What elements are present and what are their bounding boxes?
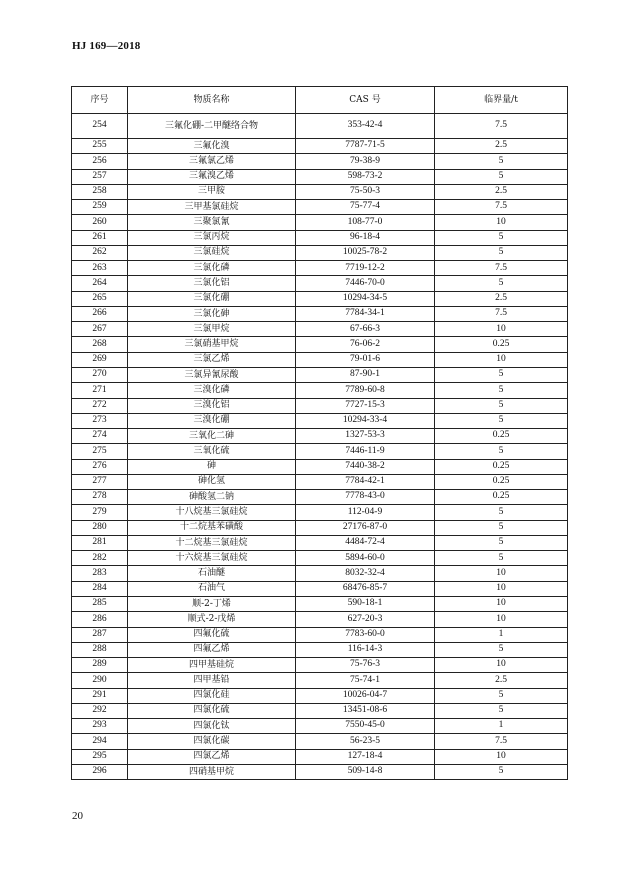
row-number: 287 [72,627,128,642]
substance-name: 三溴化磷 [128,383,296,398]
table-row [72,734,568,749]
table-row [72,352,568,367]
cas-number: 10294-33-4 [296,413,435,428]
threshold-quantity: 5 [435,505,568,520]
substance-name: 四氯化硅 [128,688,296,703]
substance-name: 四氟化硫 [128,627,296,642]
row-number: 276 [72,459,128,474]
row-number: 254 [72,114,128,139]
table-row [72,612,568,627]
table-row [72,139,568,154]
row-number: 268 [72,337,128,352]
row-number: 296 [72,764,128,779]
table-row [72,215,568,230]
substance-name: 三氧化硫 [128,444,296,459]
cas-number: 590-18-1 [296,596,435,611]
threshold-quantity: 7.5 [435,261,568,276]
substance-name: 三溴化硼 [128,413,296,428]
row-number: 285 [72,596,128,611]
threshold-quantity: 10 [435,352,568,367]
threshold-quantity: 5 [435,169,568,184]
table-row [72,154,568,169]
substance-name: 十六烷基三氯硅烷 [128,551,296,566]
table-row [72,337,568,352]
cas-number: 116-14-3 [296,642,435,657]
substance-name: 三甲基氯硅烷 [128,200,296,215]
threshold-quantity: 10 [435,215,568,230]
substance-name: 三氟化溴 [128,139,296,154]
substance-name: 三氟氯乙烯 [128,154,296,169]
substance-name: 四氯化硫 [128,703,296,718]
cas-number: 75-50-3 [296,184,435,199]
threshold-quantity: 7.5 [435,734,568,749]
row-number: 273 [72,413,128,428]
substance-name: 三氯化磷 [128,261,296,276]
substance-name: 四氯乙烯 [128,749,296,764]
threshold-quantity: 10 [435,566,568,581]
substance-name: 四氯化碳 [128,734,296,749]
threshold-quantity: 10 [435,596,568,611]
threshold-quantity: 10 [435,658,568,673]
table-row [72,658,568,673]
table-row [72,184,568,199]
cas-number: 75-74-1 [296,673,435,688]
column-header-substance-name: 物质名称 [128,87,296,114]
substance-name: 四硝基甲烷 [128,764,296,779]
cas-number: 68476-85-7 [296,581,435,596]
substance-name: 三氯化砷 [128,306,296,321]
row-number: 283 [72,566,128,581]
threshold-quantity: 5 [435,383,568,398]
row-number: 270 [72,367,128,382]
substance-name: 石油气 [128,581,296,596]
cas-number: 7787-71-5 [296,139,435,154]
table-row [72,764,568,779]
threshold-quantity: 5 [435,367,568,382]
table-row [72,551,568,566]
row-number: 269 [72,352,128,367]
cas-number: 509-14-8 [296,764,435,779]
row-number: 263 [72,261,128,276]
substance-name: 三氯化硼 [128,291,296,306]
substance-name: 三溴化铝 [128,398,296,413]
row-number: 257 [72,169,128,184]
substance-name: 石油醚 [128,566,296,581]
row-number: 277 [72,474,128,489]
table-row [72,703,568,718]
table-row [72,245,568,260]
cas-number: 10294-34-5 [296,291,435,306]
table-row [72,749,568,764]
cas-number: 56-23-5 [296,734,435,749]
row-number: 281 [72,535,128,550]
cas-number: 127-18-4 [296,749,435,764]
row-number: 259 [72,200,128,215]
row-number: 290 [72,673,128,688]
row-number: 291 [72,688,128,703]
table-row [72,367,568,382]
threshold-quantity: 5 [435,703,568,718]
threshold-quantity: 10 [435,581,568,596]
table-row [72,535,568,550]
substance-name: 三氯硅烷 [128,245,296,260]
table-row [72,114,568,139]
column-header-cas-number: CAS 号 [296,87,435,114]
row-number: 262 [72,245,128,260]
threshold-quantity: 5 [435,551,568,566]
row-number: 295 [72,749,128,764]
cas-number: 7440-38-2 [296,459,435,474]
table-row [72,459,568,474]
table-row [72,200,568,215]
row-number: 282 [72,551,128,566]
threshold-quantity: 5 [435,413,568,428]
cas-number: 7778-43-0 [296,490,435,505]
threshold-quantity: 5 [435,520,568,535]
threshold-quantity: 0.25 [435,429,568,444]
cas-number: 27176-87-0 [296,520,435,535]
threshold-quantity: 5 [435,276,568,291]
row-number: 261 [72,230,128,245]
substance-name: 三氯乙烯 [128,352,296,367]
table-body [72,114,568,780]
row-number: 288 [72,642,128,657]
cas-number: 8032-32-4 [296,566,435,581]
cas-number: 79-01-6 [296,352,435,367]
row-number: 279 [72,505,128,520]
threshold-quantity: 10 [435,749,568,764]
cas-number: 5894-60-0 [296,551,435,566]
cas-number: 75-77-4 [296,200,435,215]
row-number: 258 [72,184,128,199]
cas-number: 79-38-9 [296,154,435,169]
cas-number: 112-04-9 [296,505,435,520]
cas-number: 7446-11-9 [296,444,435,459]
hazardous-substances-table [71,86,568,780]
threshold-quantity: 1 [435,627,568,642]
cas-number: 7784-42-1 [296,474,435,489]
row-number: 255 [72,139,128,154]
table-row [72,505,568,520]
substance-name: 十二烷基苯磺酸 [128,520,296,535]
row-number: 274 [72,429,128,444]
threshold-quantity: 5 [435,230,568,245]
cas-number: 87-90-1 [296,367,435,382]
row-number: 292 [72,703,128,718]
substance-name: 四甲基硅烷 [128,658,296,673]
cas-number: 96-18-4 [296,230,435,245]
table-row [72,291,568,306]
cas-number: 7784-34-1 [296,306,435,321]
table-row [72,444,568,459]
substance-name: 砷酸氢二钠 [128,490,296,505]
table-row [72,596,568,611]
row-number: 278 [72,490,128,505]
substance-name: 顺式-2-戊烯 [128,612,296,627]
cas-number: 7719-12-2 [296,261,435,276]
table-row [72,306,568,321]
substance-name: 十八烷基三氯硅烷 [128,505,296,520]
substance-name: 砷化氢 [128,474,296,489]
substance-name: 三氯异氰尿酸 [128,367,296,382]
row-number: 293 [72,719,128,734]
threshold-quantity: 2.5 [435,139,568,154]
table-row [72,230,568,245]
table-row [72,276,568,291]
table-row [72,566,568,581]
table-row [72,429,568,444]
cas-number: 76-06-2 [296,337,435,352]
cas-number: 13451-08-6 [296,703,435,718]
substance-name: 三聚氯氰 [128,215,296,230]
threshold-quantity: 5 [435,154,568,169]
threshold-quantity: 0.25 [435,337,568,352]
cas-number: 108-77-0 [296,215,435,230]
row-number: 265 [72,291,128,306]
table-row [72,719,568,734]
column-header-number: 序号 [72,87,128,114]
threshold-quantity: 10 [435,612,568,627]
table-row [72,688,568,703]
table-row [72,642,568,657]
substance-name: 四氯化钛 [128,719,296,734]
substance-name: 三氧化二砷 [128,429,296,444]
table-row [72,474,568,489]
page-number: 20 [72,810,83,822]
table-row [72,383,568,398]
table-row [72,322,568,337]
substance-name: 十二烷基三氯硅烷 [128,535,296,550]
substance-name: 四氟乙烯 [128,642,296,657]
threshold-quantity: 7.5 [435,200,568,215]
cas-number: 353-42-4 [296,114,435,139]
substance-name: 三氯硝基甲烷 [128,337,296,352]
substance-name: 三甲胺 [128,184,296,199]
row-number: 267 [72,322,128,337]
cas-number: 10025-78-2 [296,245,435,260]
cas-number: 7789-60-8 [296,383,435,398]
threshold-quantity: 7.5 [435,306,568,321]
substance-name: 三氯化铝 [128,276,296,291]
cas-number: 7727-15-3 [296,398,435,413]
substance-name: 三氟化硼-二甲醚络合物 [128,114,296,139]
document-standard-code: HJ 169—2018 [72,40,141,52]
threshold-quantity: 2.5 [435,184,568,199]
substance-name: 四甲基铅 [128,673,296,688]
cas-number: 4484-72-4 [296,535,435,550]
threshold-quantity: 5 [435,688,568,703]
threshold-quantity: 0.25 [435,459,568,474]
table-row [72,169,568,184]
cas-number: 67-66-3 [296,322,435,337]
row-number: 289 [72,658,128,673]
threshold-quantity: 10 [435,322,568,337]
threshold-quantity: 0.25 [435,490,568,505]
table-row [72,627,568,642]
threshold-quantity: 2.5 [435,291,568,306]
threshold-quantity: 5 [435,642,568,657]
table-row [72,673,568,688]
row-number: 264 [72,276,128,291]
substance-name: 三氯甲烷 [128,322,296,337]
cas-number: 10026-04-7 [296,688,435,703]
cas-number: 7446-70-0 [296,276,435,291]
cas-number: 1327-53-3 [296,429,435,444]
threshold-quantity: 5 [435,535,568,550]
substance-name: 三氟溴乙烯 [128,169,296,184]
table-row [72,581,568,596]
row-number: 286 [72,612,128,627]
threshold-quantity: 1 [435,719,568,734]
threshold-quantity: 0.25 [435,474,568,489]
table-row [72,520,568,535]
row-number: 256 [72,154,128,169]
threshold-quantity: 5 [435,764,568,779]
threshold-quantity: 7.5 [435,114,568,139]
substance-name: 三氯丙烷 [128,230,296,245]
table-row [72,398,568,413]
row-number: 260 [72,215,128,230]
table-row [72,261,568,276]
cas-number: 627-20-3 [296,612,435,627]
row-number: 284 [72,581,128,596]
row-number: 275 [72,444,128,459]
cas-number: 7783-60-0 [296,627,435,642]
threshold-quantity: 2.5 [435,673,568,688]
row-number: 271 [72,383,128,398]
cas-number: 598-73-2 [296,169,435,184]
row-number: 272 [72,398,128,413]
cas-number: 7550-45-0 [296,719,435,734]
threshold-quantity: 5 [435,444,568,459]
substance-name: 顺-2-丁烯 [128,596,296,611]
row-number: 280 [72,520,128,535]
row-number: 266 [72,306,128,321]
threshold-quantity: 5 [435,245,568,260]
cas-number: 75-76-3 [296,658,435,673]
table-row [72,413,568,428]
row-number: 294 [72,734,128,749]
threshold-quantity: 5 [435,398,568,413]
table-header-row [72,87,568,114]
table-row [72,490,568,505]
column-header-threshold: 临界量/t [435,87,568,114]
substance-name: 砷 [128,459,296,474]
